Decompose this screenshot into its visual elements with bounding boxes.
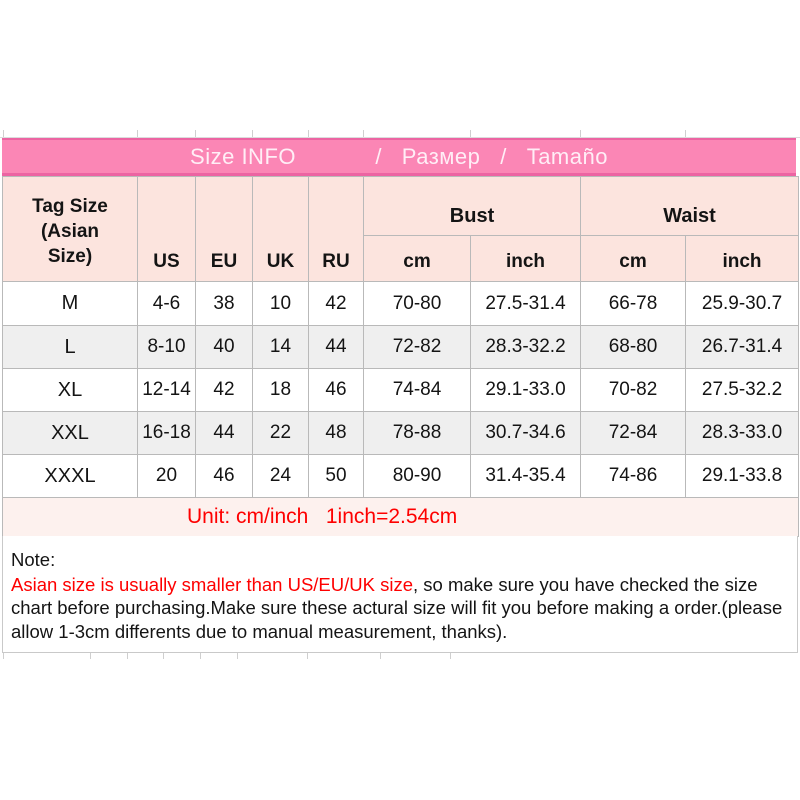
sheet-gridline-tick <box>3 130 4 137</box>
cell-ru: 50 <box>309 455 364 498</box>
unit-row <box>3 498 799 537</box>
cell-ru: 44 <box>309 326 364 369</box>
cell-waist-cm: 68-80 <box>581 326 686 369</box>
cell-tag: XXXL <box>3 455 138 498</box>
cell-bust-inch: 28.3-32.2 <box>471 326 581 369</box>
cell-waist-inch: 28.3-33.0 <box>686 412 799 455</box>
cell-bust-inch: 27.5-31.4 <box>471 282 581 326</box>
cell-waist-cm: 72-84 <box>581 412 686 455</box>
cell-eu: 38 <box>196 282 253 326</box>
cell-uk: 14 <box>253 326 309 369</box>
sheet-gridline-tick <box>450 652 451 659</box>
sheet-gridline-tick <box>163 652 164 659</box>
note-body: , so make sure you have checked the size chart before purchasing.Make sure these actural size will fit you before making a order.(please allow 1-3cm differents due to manual measurement, thanks). <box>11 573 783 642</box>
header-tag-size-line2: (Asian <box>40 220 100 242</box>
sheet-gridline-tick <box>380 652 381 659</box>
cell-bust-cm: 80-90 <box>364 455 471 498</box>
header-bust-inch: inch <box>471 236 581 282</box>
size-info-title: Size INFO / Размер / Tamaño <box>190 143 608 169</box>
cell-bust-cm: 74-84 <box>364 369 471 412</box>
cell-uk: 10 <box>253 282 309 326</box>
cell-waist-inch: 25.9-30.7 <box>686 282 799 326</box>
cell-eu: 46 <box>196 455 253 498</box>
sheet-gridline-tick <box>363 130 364 137</box>
sheet-gridline-tick <box>308 130 309 137</box>
cell-waist-inch: 26.7-31.4 <box>686 326 799 369</box>
header-tag-size-line3: Size) <box>47 245 93 267</box>
cell-waist-cm: 70-82 <box>581 369 686 412</box>
size-chart-table <box>2 176 799 537</box>
cell-bust-inch: 30.7-34.6 <box>471 412 581 455</box>
note-box <box>2 536 798 653</box>
cell-waist-inch: 29.1-33.8 <box>686 455 799 498</box>
table-row-xxl <box>3 412 799 455</box>
sheet-gridline-tick <box>470 130 471 137</box>
header-waist-cm: cm <box>581 236 686 282</box>
header-tag-size-line1: Tag Size <box>32 195 108 217</box>
cell-tag: L <box>3 326 138 369</box>
note-label: Note: <box>11 549 56 570</box>
cell-us: 16-18 <box>138 412 196 455</box>
header-row-groups <box>3 177 799 236</box>
note-highlight: Asian size is usually smaller than US/EU/UK size <box>11 573 414 595</box>
cell-tag: XL <box>3 369 138 412</box>
sheet-gridline-tick <box>195 130 196 137</box>
sheet-gridline-tick <box>252 130 253 137</box>
table-row-xl <box>3 369 799 412</box>
sheet-gridline-tick <box>3 652 4 659</box>
sheet-gridline-tick <box>580 130 581 137</box>
cell-eu: 42 <box>196 369 253 412</box>
cell-uk: 22 <box>253 412 309 455</box>
cell-uk: 18 <box>253 369 309 412</box>
sheet-gridline-tick <box>127 652 128 659</box>
sheet-gridline-tick <box>200 652 201 659</box>
cell-tag: M <box>3 282 138 326</box>
cell-bust-inch: 31.4-35.4 <box>471 455 581 498</box>
cell-ru: 42 <box>309 282 364 326</box>
cell-ru: 48 <box>309 412 364 455</box>
header-tag-size <box>3 177 138 282</box>
cell-us: 4-6 <box>138 282 196 326</box>
header-waist-inch: inch <box>686 236 799 282</box>
cell-waist-inch: 27.5-32.2 <box>686 369 799 412</box>
sheet-gridline-tick <box>307 652 308 659</box>
cell-eu: 44 <box>196 412 253 455</box>
table-row-xxxl <box>3 455 799 498</box>
cell-bust-inch: 29.1-33.0 <box>471 369 581 412</box>
header-bust: Bust <box>364 177 581 236</box>
cell-bust-cm: 78-88 <box>364 412 471 455</box>
note-text <box>11 573 789 644</box>
sheet-gridline-tick <box>237 652 238 659</box>
cell-uk: 24 <box>253 455 309 498</box>
cell-tag: XXL <box>3 412 138 455</box>
cell-us: 20 <box>138 455 196 498</box>
cell-eu: 40 <box>196 326 253 369</box>
cell-waist-cm: 66-78 <box>581 282 686 326</box>
header-bust-cm: cm <box>364 236 471 282</box>
header-waist: Waist <box>581 177 799 236</box>
size-info-title-bar <box>2 138 796 176</box>
unit-note: Unit: cm/inch 1inch=2.54cm <box>3 498 799 537</box>
table-row-m <box>3 282 799 326</box>
header-eu: EU <box>196 177 253 282</box>
cell-us: 12-14 <box>138 369 196 412</box>
cell-bust-cm: 72-82 <box>364 326 471 369</box>
sheet-gridline-tick <box>137 130 138 137</box>
cell-us: 8-10 <box>138 326 196 369</box>
sheet-gridline-tick <box>685 130 686 137</box>
header-us: US <box>138 177 196 282</box>
cell-ru: 46 <box>309 369 364 412</box>
cell-waist-cm: 74-86 <box>581 455 686 498</box>
header-ru: RU <box>309 177 364 282</box>
cell-bust-cm: 70-80 <box>364 282 471 326</box>
table-row-l <box>3 326 799 369</box>
header-uk: UK <box>253 177 309 282</box>
sheet-gridline-tick <box>90 652 91 659</box>
